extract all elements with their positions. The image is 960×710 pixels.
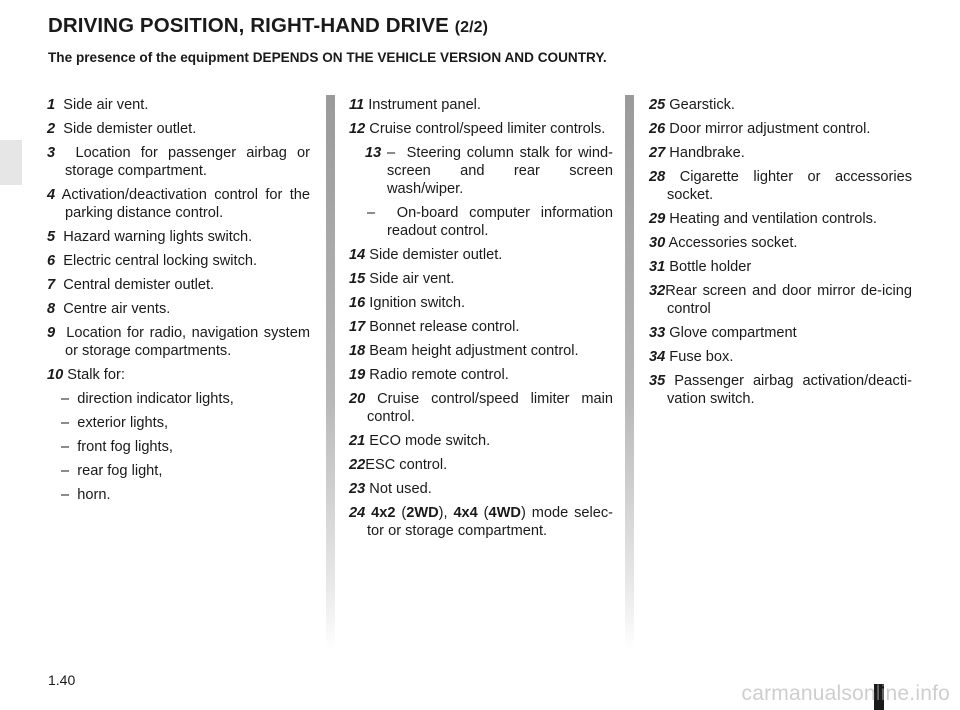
legend-item-9: 9 Location for radio, navigation system or storage compartments. (47, 325, 311, 359)
page-title (48, 14, 488, 38)
legend-item-4: 4 Activation/deactivation control for the parking distance control. (47, 187, 310, 221)
legend-column-2 (349, 96, 613, 546)
page-number: 1.40 (48, 672, 76, 688)
legend-item-18: 18 Beam height adjustment control. (349, 343, 579, 359)
legend-item-12: 12 Cruise control/speed limiter controls. (349, 121, 606, 137)
legend-item-14: 14 Side demister outlet. (349, 247, 503, 263)
legend-item-15: 15 Side air vent. (349, 271, 455, 287)
legend-item-13: 13 – Steering column stalk for wind-screen and rear screen wash/wiper. (365, 145, 614, 197)
legend-item-35: 35 Passenger airbag activation/deacti-vation switch. (649, 373, 912, 407)
legend-item-25: 25 Gearstick. (649, 97, 735, 113)
page-subtitle: The presence of the equipment DEPENDS ON THE VEHICLE VERSION AND COUNTRY. (48, 50, 607, 65)
legend-item-6: 6 Electric central locking switch. (47, 253, 258, 269)
legend-item-31: 31 Bottle holder (649, 259, 752, 275)
legend-item-11: 11 Instrument panel. (349, 97, 481, 113)
legend-item-3: 3 Location for passenger airbag or storage compartment. (47, 145, 311, 179)
legend-item-24: 24 4x2 (2WD), 4x4 (4WD) mode selec-tor or storage compartment. (349, 505, 613, 539)
legend-item-22: 22ESC control. (349, 457, 448, 473)
legend-subitem: – rear fog light, (61, 463, 163, 479)
legend-item-30: 30 Accessories socket. (649, 235, 798, 251)
legend-column-3 (649, 96, 912, 414)
legend-item-27: 27 Handbrake. (649, 145, 745, 161)
page-title-suffix: (2/2) (454, 19, 489, 36)
legend-item-20: 20 Cruise control/speed limiter main control. (349, 391, 613, 425)
page-title-text: DRIVING POSITION, RIGHT-HAND DRIVE (48, 14, 449, 37)
legend-item-32: 32Rear screen and door mirror de-icing control (649, 283, 912, 317)
legend-column-1 (47, 96, 310, 510)
legend-item-28: 28 Cigarette lighter or accessories socket. (649, 169, 913, 203)
legend-subitem: – horn. (61, 487, 111, 503)
legend-item-29: 29 Heating and ventilation controls. (649, 211, 877, 227)
legend-item-23: 23 Not used. (349, 481, 432, 497)
legend-item-34: 34 Fuse box. (649, 349, 734, 365)
legend-item-2: 2 Side demister outlet. (47, 121, 197, 137)
legend-item-33: 33 Glove compartment (649, 325, 797, 341)
legend-item-10: 10 Stalk for: (47, 367, 125, 383)
legend-item-1: 1 Side air vent. (47, 97, 149, 113)
legend-item-17: 17 Bonnet release control. (349, 319, 520, 335)
legend-item-8: 8 Centre air vents. (47, 301, 171, 317)
legend-subitem: – front fog lights, (61, 439, 173, 455)
legend-subitem: – On-board computer information readout control. (367, 205, 613, 239)
legend-item-5: 5 Hazard warning lights switch. (47, 229, 253, 245)
legend-subitem: – exterior lights, (61, 415, 169, 431)
column-divider-right (625, 95, 634, 650)
legend-item-19: 19 Radio remote control. (349, 367, 509, 383)
legend-item-16: 16 Ignition switch. (349, 295, 466, 311)
legend-item-26: 26 Door mirror adjustment control. (649, 121, 871, 137)
watermark: carmanualsonline.info (741, 682, 950, 705)
section-tab (0, 140, 22, 185)
legend-item-21: 21 ECO mode switch. (349, 433, 491, 449)
column-divider-left (326, 95, 335, 650)
legend-item-7: 7 Central demister outlet. (47, 277, 215, 293)
legend-subitem: – direction indicator lights, (61, 391, 234, 407)
